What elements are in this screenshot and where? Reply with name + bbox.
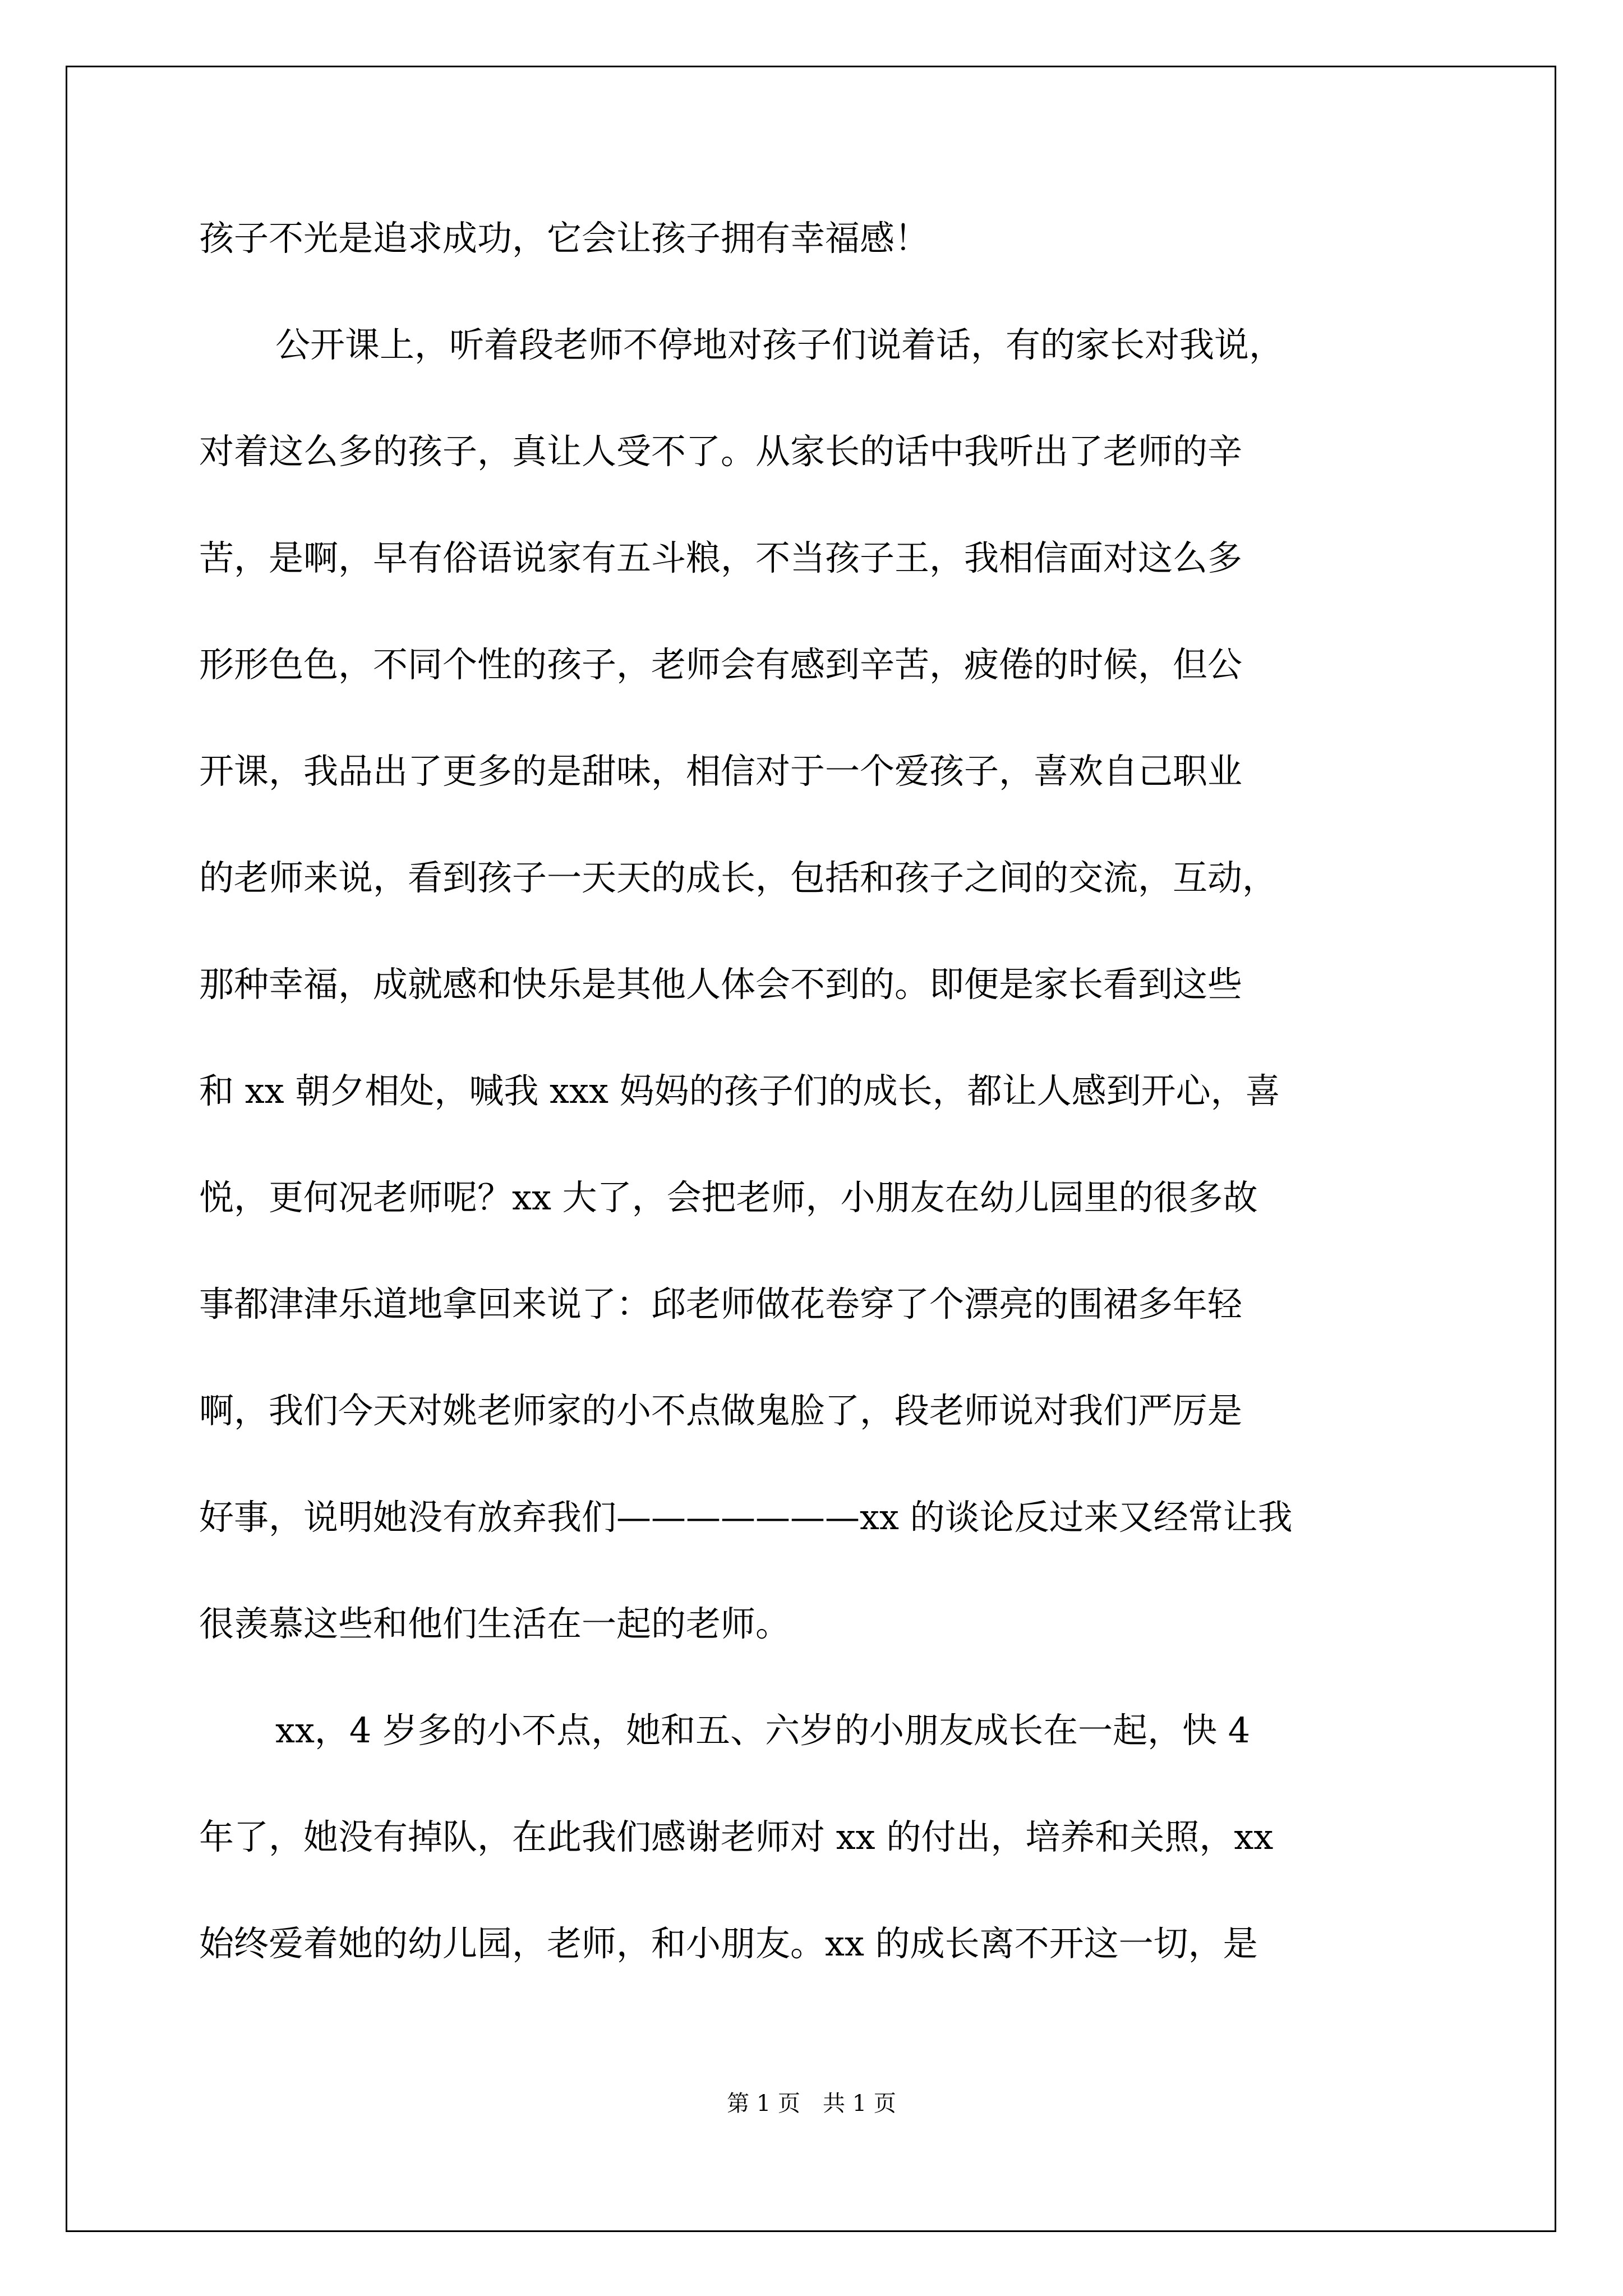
text-line: 苦，是啊，早有俗语说家有五斗粮，不当孩子王，我相信面对这么多 xyxy=(199,537,1243,578)
page-border xyxy=(66,66,1556,2232)
text-line: 对着这么多的孩子，真让人受不了。从家长的话中我听出了老师的辛 xyxy=(199,431,1243,472)
text-line: 啊，我们今天对姚老师家的小不点做鬼脸了，段老师说对我们严厉是 xyxy=(199,1390,1243,1431)
page-footer: 第 1 页 共 1 页 xyxy=(727,2091,896,2116)
text-line: 很羡慕这些和他们生活在一起的老师。 xyxy=(199,1603,791,1644)
text-line: xx，4 岁多的小不点，她和五、六岁的小朋友成长在一起，快 4 xyxy=(275,1710,1251,1751)
text-line: 形形色色，不同个性的孩子，老师会有感到辛苦，疲倦的时候，但公 xyxy=(199,644,1243,685)
text-line: 事都津津乐道地拿回来说了：邱老师做花卷穿了个漂亮的围裙多年轻 xyxy=(199,1283,1243,1324)
text-line: 和 xx 朝夕相处，喊我 xxx 妈妈的孩子们的成长，都让人感到开心，喜 xyxy=(199,1070,1280,1111)
text-line: 那种幸福，成就感和快乐是其他人体会不到的。即便是家长看到这些 xyxy=(199,964,1243,1005)
text-line: 始终爱着她的幼儿园，老师，和小朋友。xx 的成长离不开这一切，是 xyxy=(199,1923,1258,1964)
text-line: 的老师来说，看到孩子一天天的成长，包括和孩子之间的交流，互动， xyxy=(199,857,1278,898)
text-line: 开课，我品出了更多的是甜味，相信对于一个爱孩子，喜欢自己职业 xyxy=(199,751,1243,792)
text-line: 孩子不光是追求成功，它会让孩子拥有幸福感！ xyxy=(199,218,930,259)
text-line: 好事，说明她没有放弃我们———————xx 的谈论反过来又经常让我 xyxy=(199,1497,1293,1538)
text-line: 年了，她没有掉队，在此我们感谢老师对 xx 的付出，培养和关照，xx xyxy=(199,1816,1274,1857)
text-line: 悦，更何况老师呢？xx 大了，会把老师，小朋友在幼儿园里的很多故 xyxy=(199,1177,1258,1218)
text-line: 公开课上，听着段老师不停地对孩子们说着话，有的家长对我说， xyxy=(275,324,1284,365)
